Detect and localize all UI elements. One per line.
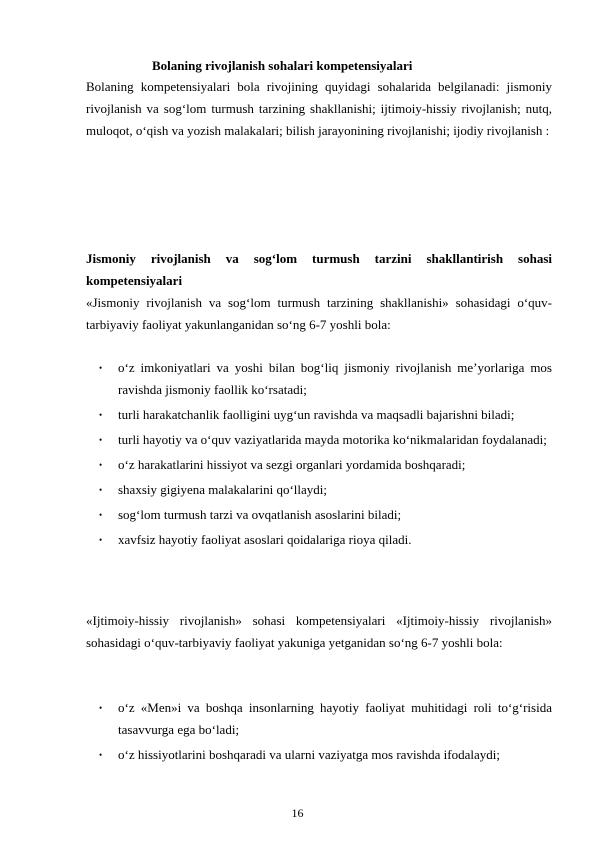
list-item <box>86 697 552 741</box>
bullet-icon: • <box>99 485 103 495</box>
list-item-text: turli harakatchanlik faolligini uyg‘un ravishda va maqsadli bajarishni biladi; <box>118 407 515 422</box>
list-item <box>86 404 552 426</box>
page-title: Bolaning rivojlanish sohalari kompetensiyalari <box>152 58 413 73</box>
list-item <box>86 429 552 451</box>
list-item <box>86 529 552 551</box>
list-item-text: turli hayotiy va o‘quv vaziyatlarida mayda motorika ko‘nikmalaridan foydalanadi; <box>118 432 547 447</box>
section1-list <box>86 357 552 554</box>
list-item-text: o‘z harakatlarini hissiyot va sezgi organlari yordamida boshqaradi; <box>118 457 466 472</box>
bullet-icon: • <box>99 535 103 545</box>
intro-paragraph: Bolaning kompetensiyalari bola rivojining quyidagi sohalarida belgilanadi: jismoniy rivojlanish va sog‘lom turmush tarzining shakllanishi; ijtimoiy-hissiy rivojlanish; nutq, muloqot, o‘qish va yozish malakalari; bilish jarayonining rivojlanishi; ijodiy rivojlanish : <box>86 79 552 138</box>
bullet-icon: • <box>99 703 103 713</box>
list-item <box>86 357 552 401</box>
bullet-icon: • <box>99 435 103 445</box>
list-item-text: xavfsiz hayotiy faoliyat asoslari qoidalariga rioya qiladi. <box>118 532 412 547</box>
section2-lead: «Ijtimoiy-hissiy rivojlanish» sohasi kompetensiyalari «Ijtimoiy-hissiy rivojlanish» sohasidagi o‘quv-tarbiyaviy faoliyat yakuniga yetganidan so‘ng 6-7 yoshli bola: <box>86 613 552 650</box>
section1-heading: Jismoniy rivojlanish va sog‘lom turmush tarzini shakllantirish sohasi kompetensiyalari <box>86 251 552 288</box>
list-item <box>86 744 552 766</box>
bullet-icon: • <box>99 750 103 760</box>
list-item <box>86 504 552 526</box>
bullet-icon: • <box>99 363 103 373</box>
list-item-text: o‘z «Men»i va boshqa insonlarning hayotiy faoliyat muhitidagi roli to‘g‘risida tasavvurga ega bo‘ladi; <box>118 700 552 737</box>
section1-lead: «Jismoniy rivojlanish va sog‘lom turmush tarzining shakllanishi» sohasidagi o‘quv-tarbiyaviy faoliyat yakunlanganidan so‘ng 6-7 yoshli bola: <box>86 295 552 332</box>
page-number: 16 <box>291 806 304 820</box>
list-item-text: sog‘lom turmush tarzi va ovqatlanish asoslarini biladi; <box>118 507 402 522</box>
list-item-text: shaxsiy gigiyena malakalarini qo‘llaydi; <box>118 482 328 497</box>
list-item <box>86 454 552 476</box>
list-item-text: o‘z hissiyotlarini boshqaradi va ularni vaziyatga mos ravishda ifodalaydi; <box>118 747 500 762</box>
bullet-icon: • <box>99 410 103 420</box>
section2-list <box>86 697 552 769</box>
bullet-icon: • <box>99 510 103 520</box>
list-item-text: o‘z imkoniyatlari va yoshi bilan bog‘liq jismoniy rivojlanish me’yorlariga mos ravishda jismoniy faollik ko‘rsatadi; <box>118 360 552 397</box>
list-item <box>86 479 552 501</box>
bullet-icon: • <box>99 460 103 470</box>
